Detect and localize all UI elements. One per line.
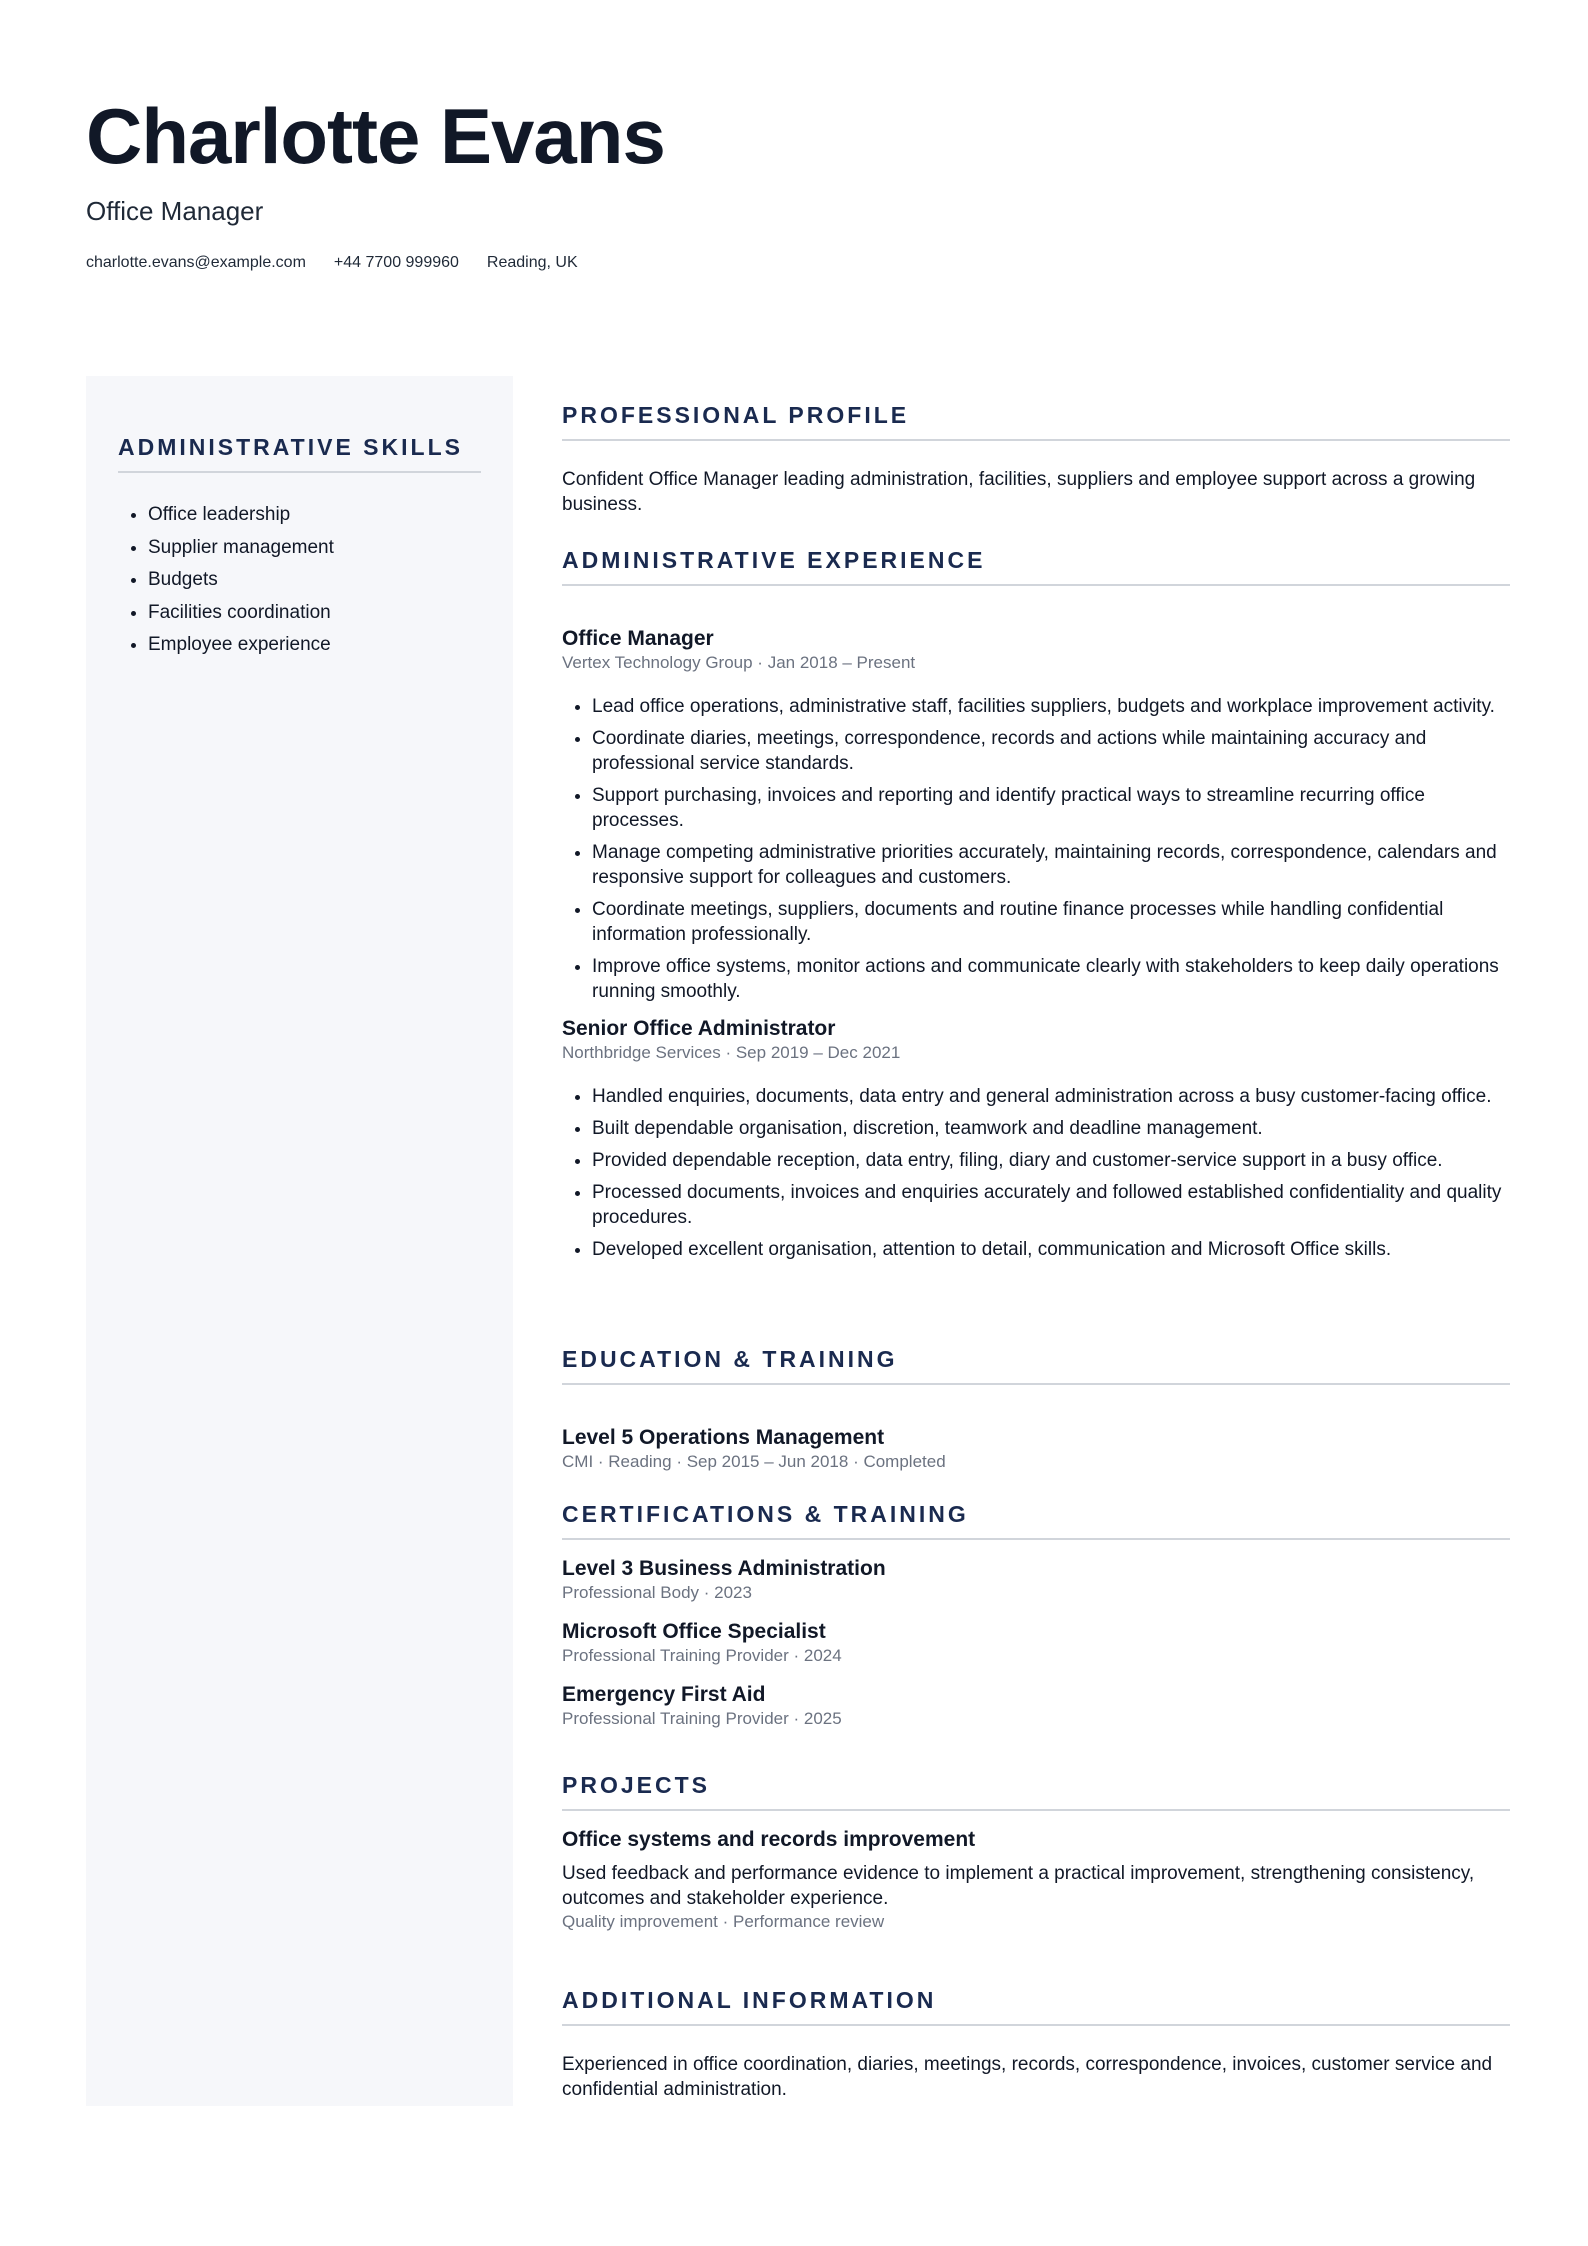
additional-section: [562, 1987, 1510, 2102]
job-bullet: • Manage competing administrative priorities accurately, maintaining records, correspondence, calendars and responsive support for colleagues and customers.: [592, 840, 1510, 890]
projects-heading: PROJECTS: [562, 1772, 1510, 1811]
certification-title: Microsoft Office Specialist: [562, 1620, 826, 1643]
education-section: [562, 1346, 1510, 1473]
job-bullets: [562, 694, 1510, 1004]
job-bullet: • Processed documents, invoices and enquiries accurately and followed established confidentiality and quality procedures.: [592, 1180, 1510, 1230]
contact-email[interactable]: charlotte.evans@example.com: [86, 254, 306, 271]
job-entry-meta: Northbridge Services · Sep 2019 – Dec 2021: [562, 1043, 901, 1062]
certification-title: Emergency First Aid: [562, 1683, 766, 1706]
certification-item: [562, 1556, 1510, 1604]
job-entry: [562, 626, 1510, 1004]
certifications-heading: CERTIFICATIONS & TRAINING: [562, 1501, 1510, 1540]
certifications-section: [562, 1501, 1510, 1730]
job-title: Office Manager: [86, 196, 264, 226]
project-title: Office systems and records improvement: [562, 1828, 976, 1851]
education-heading: EDUCATION & TRAINING: [562, 1346, 1510, 1385]
education-meta: CMI · Reading · Sep 2015 – Jun 2018 · Completed: [562, 1452, 946, 1471]
job-bullet: • Provided dependable reception, data entry, filing, diary and customer-service support in a busy office.: [592, 1148, 1510, 1173]
additional-text: Experienced in office coordination, diaries, meetings, records, correspondence, invoices, customer service and confidential administration.: [562, 2054, 1493, 2100]
certification-item: [562, 1682, 1510, 1730]
profile-text: Confident Office Manager leading administration, facilities, suppliers and employee support across a growing business.: [562, 469, 1476, 515]
job-bullets: [562, 1084, 1510, 1262]
profile-section: [562, 402, 1510, 517]
contact-location: Reading, UK: [486, 254, 578, 271]
contact-bar: [86, 254, 578, 272]
job-bullet: • Handled enquiries, documents, data entry and general administration across a busy customer-facing office.: [592, 1084, 1510, 1109]
skills-list: [118, 499, 481, 662]
experience-heading: ADMINISTRATIVE EXPERIENCE: [562, 547, 1510, 586]
certification-meta: Professional Training Provider · 2024: [562, 1646, 842, 1665]
job-bullet: • Developed excellent organisation, attention to detail, communication and Microsoft Office skills.: [592, 1237, 1510, 1262]
projects-section: [562, 1772, 1510, 1933]
project-text: Used feedback and performance evidence to implement a practical improvement, strengthening consistency, outcomes and stakeholder experience.: [562, 1863, 1475, 1909]
job-entry-title: Senior Office Administrator: [562, 1017, 836, 1040]
education-title: Level 5 Operations Management: [562, 1426, 885, 1449]
job-bullet: • Lead office operations, administrative staff, facilities suppliers, budgets and workplace improvement activity.: [592, 694, 1510, 719]
certification-meta: Professional Body · 2023: [562, 1583, 752, 1602]
job-entry: [562, 1016, 1510, 1262]
skill-item: • Office leadership: [148, 499, 481, 532]
job-bullet: • Built dependable organisation, discretion, teamwork and deadline management.: [592, 1116, 1510, 1141]
job-bullet: • Support purchasing, invoices and reporting and identify practical ways to streamline recurring office processes.: [592, 783, 1510, 833]
certification-title: Level 3 Business Administration: [562, 1557, 886, 1580]
skill-item: • Employee experience: [148, 629, 481, 662]
skills-heading: ADMINISTRATIVE SKILLS: [118, 434, 481, 473]
job-bullet: • Coordinate meetings, suppliers, documents and routine finance processes while handling confidential information professionally.: [592, 897, 1510, 947]
additional-heading: ADDITIONAL INFORMATION: [562, 1987, 1510, 2026]
experience-section: [562, 547, 1510, 1269]
candidate-name: Charlotte Evans: [86, 92, 665, 180]
skill-item: • Budgets: [148, 564, 481, 597]
job-bullet: • Coordinate diaries, meetings, correspondence, records and actions while maintaining accuracy and professional service standards.: [592, 726, 1510, 776]
profile-heading: PROFESSIONAL PROFILE: [562, 402, 1510, 441]
job-bullet: • Improve office systems, monitor actions and communicate clearly with stakeholders to keep daily operations running smoothly.: [592, 954, 1510, 1004]
job-entry-meta: Vertex Technology Group · Jan 2018 – Present: [562, 653, 916, 672]
project-meta: Quality improvement · Performance review: [562, 1912, 885, 1931]
sidebar: [86, 376, 513, 2106]
skill-item: • Facilities coordination: [148, 597, 481, 630]
contact-phone[interactable]: +44 7700 999960: [333, 254, 459, 271]
skill-item: • Supplier management: [148, 532, 481, 565]
job-entry-title: Office Manager: [562, 627, 714, 650]
certification-item: [562, 1619, 1510, 1667]
certification-meta: Professional Training Provider · 2025: [562, 1709, 842, 1728]
